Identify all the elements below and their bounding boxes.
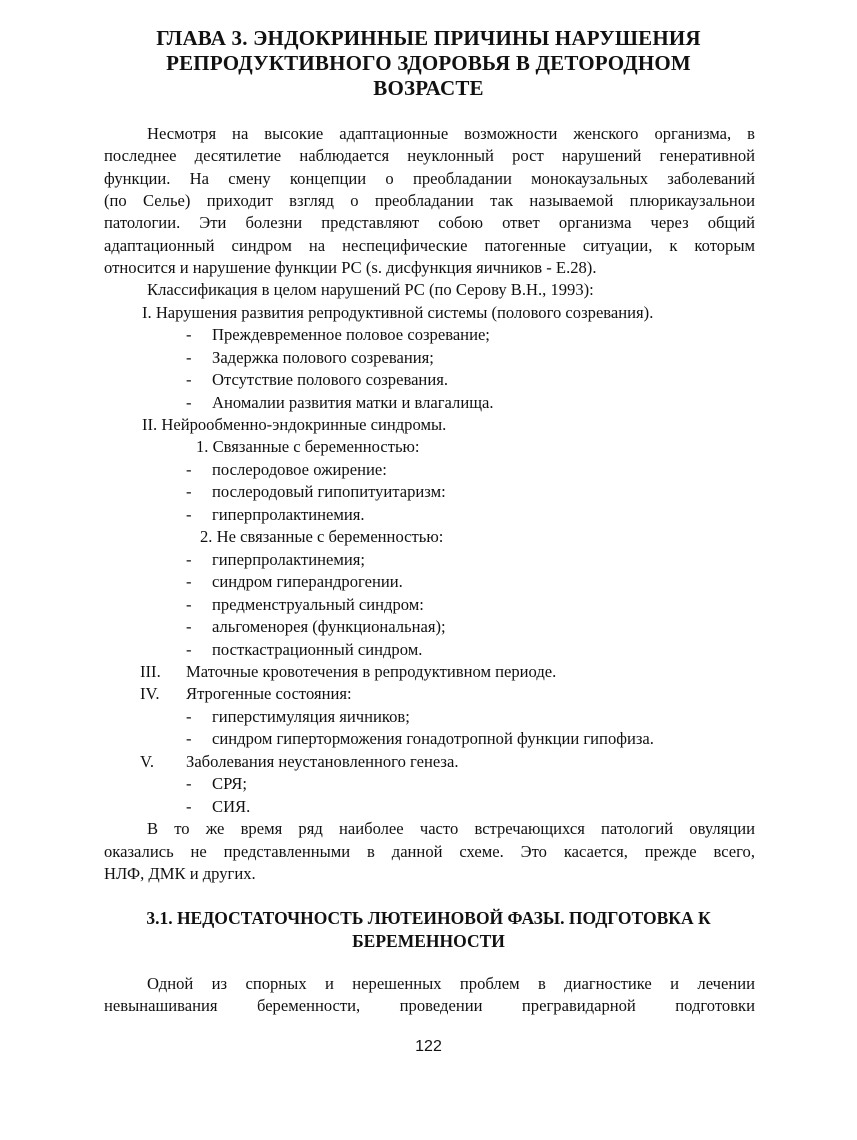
list-dash: - xyxy=(186,460,192,479)
list-item: гиперпролактинемия. xyxy=(212,505,365,524)
paragraph-line: НЛФ, ДМК и других. xyxy=(104,864,256,883)
section-I-title: I. Нарушения развития репродуктивной системы (полового созревания). xyxy=(142,303,654,322)
paragraph-line: В то же время ряд наиболее часто встречающихся патологий овуляции xyxy=(147,819,755,838)
list-dash: - xyxy=(186,550,192,569)
list-item: послеродовый гипопитуитаризм: xyxy=(212,482,446,501)
list-item: гиперстимуляция яичников; xyxy=(212,707,410,726)
list-item: Задержка полового созревания; xyxy=(212,348,434,367)
subsection-heading-line: 3.1. НЕДОСТАТОЧНОСТЬ ЛЮТЕИНОВОЙ ФАЗЫ. ПОДГОТОВКА К xyxy=(146,908,711,928)
paragraph-line: относится и нарушение функции РС (s. дисфункция яичников - Е.28). xyxy=(104,258,597,277)
page-number: 122 xyxy=(415,1038,442,1055)
list-item: гиперпролактинемия; xyxy=(212,550,365,569)
section-IV-title: Ятрогенные состояния: xyxy=(186,684,352,703)
list-item: Преждевременное половое созревание; xyxy=(212,325,490,344)
paragraph-line: Одной из спорных и нерешенных проблем в диагностике и лечении xyxy=(147,974,755,993)
chapter-title-line: ГЛАВА 3. ЭНДОКРИННЫЕ ПРИЧИНЫ НАРУШЕНИЯ xyxy=(156,26,701,50)
chapter-title-line: РЕПРОДУКТИВНОГО ЗДОРОВЬЯ В ДЕТОРОДНОМ xyxy=(166,51,691,75)
list-item: Аномалии развития матки и влагалища. xyxy=(212,393,494,412)
list-dash: - xyxy=(186,617,192,636)
list-dash: - xyxy=(186,640,192,659)
subsection-title: 2. Не связанные с беременностью: xyxy=(200,527,444,546)
paragraph-line: Несмотря на высокие адаптационные возможности женского организма, в xyxy=(147,124,755,143)
paragraph-line: адаптационный синдром на неспецифические патогенные ситуации, к которым xyxy=(104,236,755,255)
section-II-title: II. Нейрообменно-эндокринные синдромы. xyxy=(142,415,447,434)
section-numeral: IV. xyxy=(140,684,160,703)
list-dash: - xyxy=(186,774,192,793)
list-dash: - xyxy=(186,393,192,412)
list-dash: - xyxy=(186,729,192,748)
list-dash: - xyxy=(186,797,192,816)
list-dash: - xyxy=(186,572,192,591)
list-dash: - xyxy=(186,370,192,389)
section-numeral: III. xyxy=(140,662,161,681)
section-V-title: Заболевания неустановленного генеза. xyxy=(186,752,459,771)
list-dash: - xyxy=(186,595,192,614)
paragraph-line: последнее десятилетие наблюдается неуклонный рост нарушений генеративной xyxy=(104,146,755,165)
list-item: послеродовое ожирение: xyxy=(212,460,387,479)
subsection-heading xyxy=(100,907,757,953)
list-dash: - xyxy=(186,348,192,367)
classification-intro: Классификация в целом нарушений РС (по Серову В.Н., 1993): xyxy=(147,280,594,299)
chapter-title xyxy=(100,26,757,101)
list-item: СИЯ. xyxy=(212,797,251,816)
list-item: Отсутствие полового созревания. xyxy=(212,370,448,389)
list-item: альгоменорея (функциональная); xyxy=(212,617,446,636)
chapter-title-line: ВОЗРАСТЕ xyxy=(373,76,484,100)
list-item: синдром гиперандрогении. xyxy=(212,572,403,591)
section-numeral: V. xyxy=(140,752,154,771)
list-dash: - xyxy=(186,707,192,726)
subsection-title: 1. Связанные с беременностью: xyxy=(196,437,420,456)
list-dash: - xyxy=(186,325,192,344)
paragraph-line: (по Селье) приходит взгляд о преобладании так называемой плюрикаузальнои xyxy=(104,191,755,210)
list-item: синдром гиперторможения гонадотропной функции гипофиза. xyxy=(212,729,654,748)
list-item: посткастрационный синдром. xyxy=(212,640,423,659)
list-dash: - xyxy=(186,482,192,501)
paragraph-line: функции. На смену концепции о преобладании монокаузальных заболеваний xyxy=(104,169,755,188)
list-item: предменструальный синдром: xyxy=(212,595,424,614)
paragraph-line: невынашивания беременности, проведении прегравидарной подготовки xyxy=(104,996,755,1015)
list-dash: - xyxy=(186,505,192,524)
paragraph-line: патологии. Эти болезни представляют собою ответ организма через общий xyxy=(104,213,755,232)
list-item: СРЯ; xyxy=(212,774,247,793)
paragraph-line: оказались не представленными в данной схеме. Это касается, прежде всего, xyxy=(104,842,755,861)
section-III-title: Маточные кровотечения в репродуктивном периоде. xyxy=(186,662,557,681)
subsection-heading-line: БЕРЕМЕННОСТИ xyxy=(352,931,505,951)
